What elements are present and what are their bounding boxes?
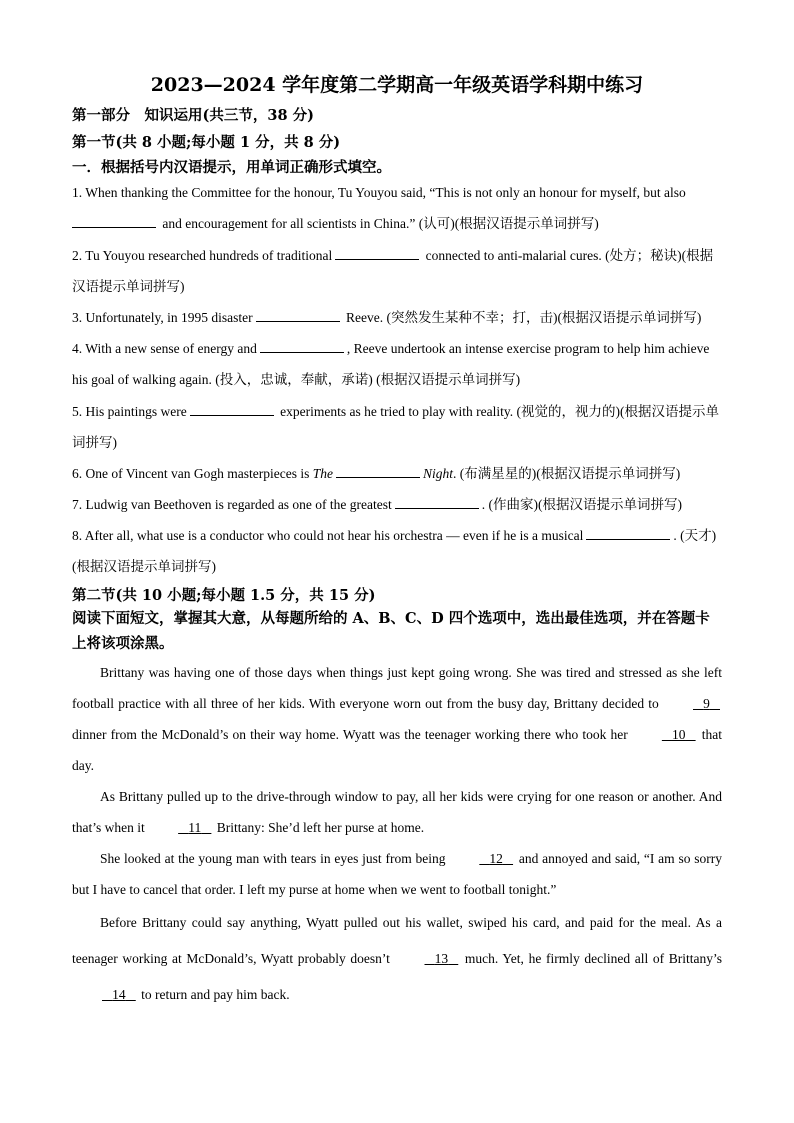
blank-number: 14 — [112, 987, 126, 1002]
page-title: 2023—2024 学年度第二学期高一年级英语学科期中练习 — [150, 74, 644, 96]
question-8: 8. After all, what use is a conductor who could not hear his orchestra — even if he is a musical . (天才)(根据汉语提示单词拼写) — [72, 520, 722, 582]
passage-paragraph: Before Brittany could say anything, Wyatt pulled out his wallet, swiped his card, and paid for the meal. As a teenager working at McDonald’s, Wyatt probably doesn’t 13 much. Yet, he firmly declined all of Brittany’s 14 to return and pay him back. — [72, 905, 722, 1013]
question-2: 2. Tu Youyou researched hundreds of traditional connected to anti-malarial cures. (处方；秘诀)(根据汉语提示单词拼写) — [72, 240, 722, 302]
answer-blank[interactable] — [335, 245, 419, 260]
section2-heading: 第二节(共 10 小题;每小题 1.5 分，共 15 分) — [72, 587, 376, 604]
answer-blank[interactable] — [395, 494, 479, 509]
part1-heading: 第一部分 知识运用(共三节，38 分) — [72, 107, 314, 124]
passage-paragraph: She looked at the young man with tears in eyes just from being 12 and annoyed and said, “I am so sorry but I have to cancel that order. I left my purse at home when we went to football tonight.” — [72, 843, 722, 905]
question-7: 7. Ludwig van Beethoven is regarded as one of the greatest . (作曲家)(根据汉语提示单词拼写) — [72, 489, 722, 520]
question-1: 1. When thanking the Committee for the honour, Tu Youyou said, “This is not only an honour for myself, but also and encouragement for all scientists in China.” (认可)(根据汉语提示单词拼写) — [72, 185, 686, 231]
answer-blank[interactable] — [260, 338, 344, 353]
blank-number: 9 — [703, 696, 710, 711]
answer-blank[interactable] — [256, 307, 340, 322]
question-4: 4. With a new sense of energy and , Reeve undertook an intense exercise program to help him achieve his goal of walking again. (投入，忠诚，奉献，承诺) (根据汉语提示单词拼写) — [72, 333, 722, 395]
passage-paragraph: Brittany was having one of those days when things just kept going wrong. She was tired and stressed as she left football practice with all three of her kids. With everyone worn out from the busy day, Brittany decided to 9 dinner from the McDonald’s on their way home. Wyatt was the teenager working there who took her 10 that day. — [72, 665, 722, 773]
section1-instruction: 一．根据括号内汉语提示，用单词正确形式填空。 — [72, 159, 391, 176]
blank-number: 10 — [671, 727, 686, 742]
blank-number: 12 — [489, 851, 503, 866]
question-3: 3. Unfortunately, in 1995 disaster Reeve. (突然发生某种不幸；打，击)(根据汉语提示单词拼写) — [72, 302, 722, 333]
blank-number: 13 — [434, 951, 449, 966]
question-6: 6. One of Vincent van Gogh masterpieces is The Night. (布满星星的)(根据汉语提示单词拼写) — [72, 458, 722, 489]
answer-blank[interactable] — [72, 213, 156, 228]
question-5: 5. His paintings were experiments as he tried to play with reality. (视觉的，视力的)(根据汉语提示单词拼写) — [72, 396, 722, 458]
section2-instruction: 阅读下面短文，掌握其大意，从每题所给的 A、B、C、D 四个选项中，选出最佳选项，并在答题卡上将该项涂黑。 — [72, 610, 710, 652]
answer-blank[interactable] — [336, 463, 420, 478]
blank-number: 11 — [188, 820, 202, 835]
passage-paragraph: As Brittany pulled up to the drive-through window to pay, all her kids were crying for one reason or another. And that’s when it 11 Brittany: She’d left her purse at home. — [72, 781, 722, 843]
answer-blank[interactable] — [190, 401, 274, 416]
section1-heading: 第一节(共 8 小题;每小题 1 分，共 8 分) — [72, 134, 341, 151]
answer-blank[interactable] — [586, 525, 670, 540]
